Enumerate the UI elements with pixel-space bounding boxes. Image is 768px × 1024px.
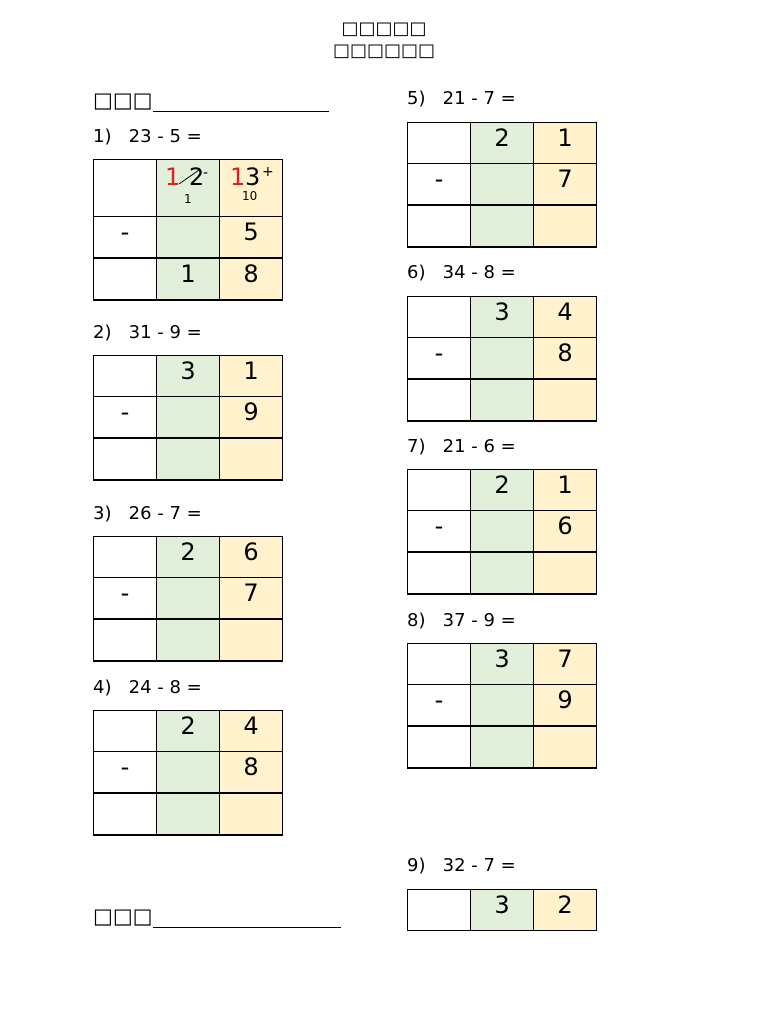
ones-cell[interactable]: 9 — [220, 397, 283, 439]
hundreds-cell[interactable] — [94, 711, 157, 752]
tens-cell[interactable] — [157, 752, 220, 794]
tens-note: 1 — [184, 192, 192, 206]
ones-cell[interactable]: 1 — [220, 356, 283, 397]
answer-tens-cell[interactable] — [471, 379, 534, 421]
hundreds-cell[interactable] — [408, 297, 471, 338]
tens-cell[interactable] — [157, 578, 220, 620]
problem-8-label: 8) 37 - 9 = — [407, 610, 516, 631]
tens-cell[interactable]: 2 — [157, 537, 220, 578]
name-underline[interactable] — [153, 111, 329, 112]
problem-7-grid — [407, 469, 597, 595]
problem-5-label: 5) 21 - 7 = — [407, 88, 516, 109]
ones-cell[interactable] — [220, 160, 283, 217]
ones-cell[interactable]: 4 — [220, 711, 283, 752]
answer-tens-cell[interactable]: 1 — [157, 258, 220, 300]
ones-cell[interactable]: 4 — [534, 297, 597, 338]
problem-6-label: 6) 34 - 8 = — [407, 262, 516, 283]
problem-9-label: 9) 32 - 7 = — [407, 855, 516, 876]
ones-plus-mark: + — [262, 164, 274, 180]
problem-3-grid — [93, 536, 283, 662]
answer-ones-cell[interactable] — [534, 726, 597, 768]
operator-cell: - — [94, 752, 157, 794]
date-field[interactable] — [93, 904, 341, 928]
tens-cell[interactable]: 3 — [471, 297, 534, 338]
tens-cell[interactable] — [157, 397, 220, 439]
problem-9-grid — [407, 889, 597, 931]
problem-1-label: 1) 23 - 5 = — [93, 126, 202, 147]
ones-cell[interactable]: 8 — [220, 752, 283, 794]
ones-cell[interactable]: 7 — [534, 644, 597, 685]
date-underline[interactable] — [153, 927, 341, 928]
tens-cell[interactable]: 3 — [157, 356, 220, 397]
answer-ones-cell[interactable] — [220, 619, 283, 661]
answer-tens-cell[interactable] — [471, 552, 534, 594]
answer-cell[interactable] — [94, 619, 157, 661]
operator-cell: - — [408, 338, 471, 380]
tens-cell[interactable]: 2 — [157, 711, 220, 752]
ones-cell[interactable]: 9 — [534, 685, 597, 727]
ones-cell[interactable]: 6 — [220, 537, 283, 578]
hundreds-cell[interactable] — [408, 123, 471, 164]
hundreds-cell[interactable] — [94, 160, 157, 217]
operator-cell: - — [94, 217, 157, 259]
answer-tens-cell[interactable] — [157, 793, 220, 835]
ones-cell[interactable]: 7 — [534, 164, 597, 206]
tens-cell[interactable]: 3 — [471, 644, 534, 685]
problem-5-grid — [407, 122, 597, 248]
hundreds-cell[interactable] — [408, 470, 471, 511]
ones-cell[interactable]: 8 — [534, 338, 597, 380]
tens-cell[interactable] — [157, 160, 220, 217]
answer-cell[interactable] — [94, 793, 157, 835]
ones-borrow-mark: 1 — [230, 163, 246, 191]
answer-ones-cell[interactable] — [220, 793, 283, 835]
answer-tens-cell[interactable] — [471, 205, 534, 247]
problem-4-grid — [93, 710, 283, 836]
ones-cell[interactable]: 2 — [534, 890, 597, 931]
tens-digit: 2 — [189, 163, 205, 191]
tens-cell[interactable] — [471, 511, 534, 553]
ones-cell[interactable]: 6 — [534, 511, 597, 553]
problem-1-grid — [93, 159, 283, 301]
operator-cell: - — [408, 685, 471, 727]
operator-cell: - — [408, 164, 471, 206]
answer-cell[interactable] — [408, 726, 471, 768]
ones-digit: 3 — [245, 163, 261, 191]
answer-cell[interactable] — [408, 379, 471, 421]
tens-cell[interactable] — [471, 164, 534, 206]
answer-ones-cell[interactable] — [534, 552, 597, 594]
answer-cell[interactable] — [408, 205, 471, 247]
ones-cell[interactable]: 5 — [220, 217, 283, 259]
tens-minus-mark: - — [203, 165, 209, 181]
problem-3-label: 3) 26 - 7 = — [93, 503, 202, 524]
tens-cell[interactable] — [471, 338, 534, 380]
tens-cell[interactable]: 2 — [471, 470, 534, 511]
problem-7-label: 7) 21 - 6 = — [407, 436, 516, 457]
ones-note: 10 — [242, 189, 258, 203]
operator-cell: - — [94, 397, 157, 439]
tens-cell[interactable]: 3 — [471, 890, 534, 931]
tens-cell[interactable] — [471, 685, 534, 727]
tens-cell[interactable]: 2 — [471, 123, 534, 164]
answer-cell[interactable] — [94, 258, 157, 300]
answer-ones-cell[interactable] — [220, 438, 283, 480]
answer-tens-cell[interactable] — [157, 438, 220, 480]
answer-cell[interactable] — [408, 552, 471, 594]
operator-cell: - — [408, 511, 471, 553]
operator-cell: - — [94, 578, 157, 620]
answer-ones-cell[interactable]: 8 — [220, 258, 283, 300]
worksheet-subtitle: □□□□□□ — [332, 40, 436, 61]
problem-6-grid — [407, 296, 597, 422]
answer-cell[interactable] — [94, 438, 157, 480]
date-label: □□□ — [93, 904, 153, 928]
hundreds-cell[interactable] — [94, 356, 157, 397]
answer-ones-cell[interactable] — [534, 379, 597, 421]
hundreds-cell[interactable] — [408, 890, 471, 931]
answer-ones-cell[interactable] — [534, 205, 597, 247]
hundreds-cell[interactable] — [94, 537, 157, 578]
tens-borrow-mark: 1 — [165, 163, 181, 191]
problem-2-grid — [93, 355, 283, 481]
answer-tens-cell[interactable] — [471, 726, 534, 768]
ones-cell[interactable]: 7 — [220, 578, 283, 620]
tens-cell[interactable] — [157, 217, 220, 259]
strike-mark-icon — [157, 160, 219, 216]
problem-4-label: 4) 24 - 8 = — [93, 677, 202, 698]
name-label: □□□ — [93, 88, 153, 112]
name-field[interactable] — [93, 88, 329, 112]
ones-cell[interactable]: 1 — [534, 123, 597, 164]
hundreds-cell[interactable] — [408, 644, 471, 685]
ones-cell[interactable]: 1 — [534, 470, 597, 511]
answer-tens-cell[interactable] — [157, 619, 220, 661]
worksheet-title: □□□□□ — [341, 18, 427, 39]
problem-8-grid — [407, 643, 597, 769]
problem-2-label: 2) 31 - 9 = — [93, 322, 202, 343]
